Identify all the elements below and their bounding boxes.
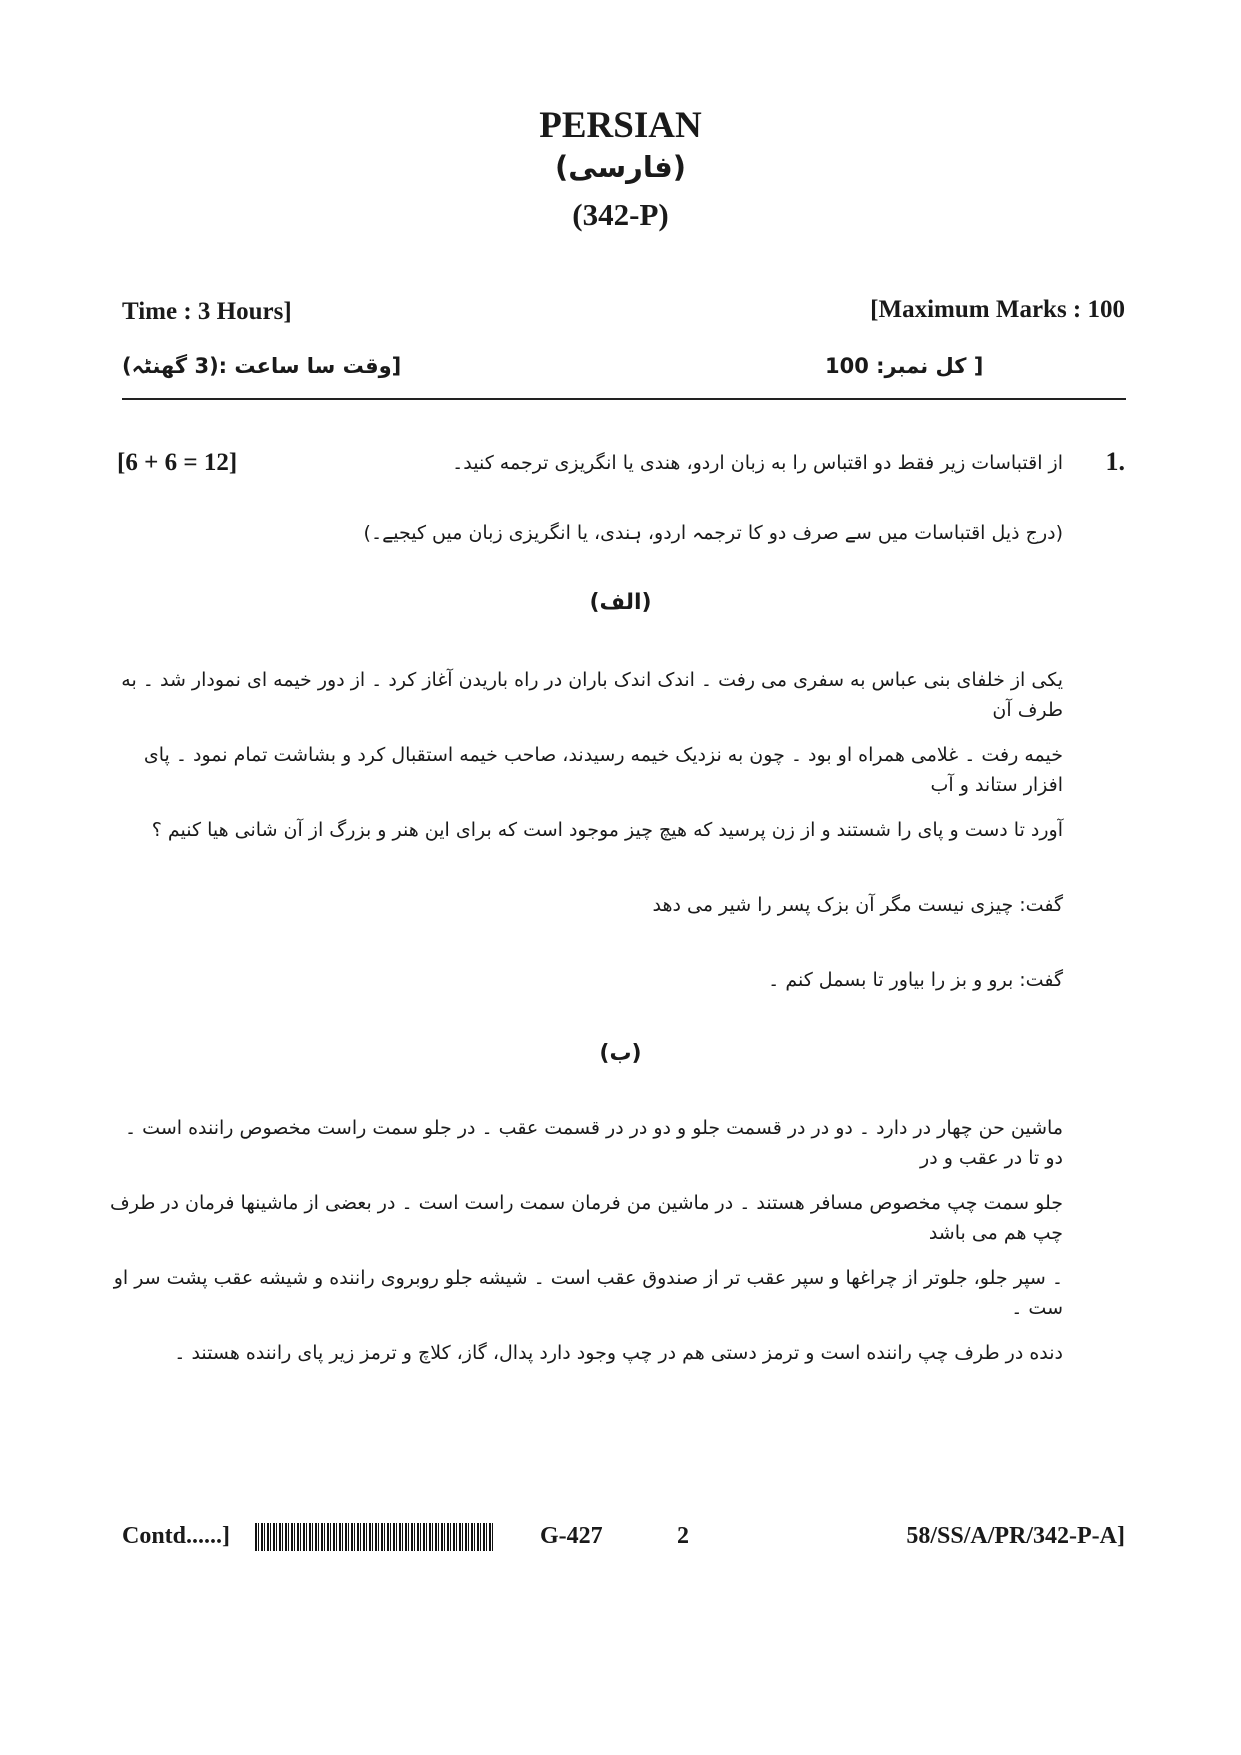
subject-title: PERSIAN xyxy=(539,105,702,146)
page-number: 2 xyxy=(677,1523,689,1549)
time-english: Time : 3 Hours] xyxy=(122,298,292,325)
time-urdu: [وقت سا ساعت :(3 گھنٹہ) xyxy=(122,354,402,378)
header-divider xyxy=(122,398,1126,400)
passage-b-line: ۔ سپر جلو، جلوتر از چراغها و سپر عقب تر از صندوق عقب است ۔ شیشه جلو روبروی راننده و شیشه عقب پشت سر او ست ۔ xyxy=(113,1267,1063,1319)
passage-a-line: خیمه رفت ۔ غلامی همراه او بود ۔ چون به نزدیک خیمه رسیدند، صاحب خیمه استقبال کرد و بشاشت تمام نمود ۔ پای افزار ستاند و آب xyxy=(143,744,1063,796)
passage-b-line: ماشین حن چهار در دارد ۔ دو در در قسمت جلو و دو در در قسمت عقب ۔ در جلو سمت راست مخصوص راننده است ۔ دو تا در عقب و در xyxy=(125,1117,1063,1169)
max-marks-english: [Maximum Marks : 100 xyxy=(870,296,1125,323)
question-number: 1. xyxy=(1105,447,1125,476)
passage-a-line: گفت: برو و بز را بیاور تا بسمل کنم ۔ xyxy=(768,969,1063,991)
passage-a-line: یکی از خلفای بنی عباس به سفری می رفت ۔ اندک اندک باران در راه باریدن آغاز کرد ۔ از دور خیمه ای نمودار شد ۔ به طرف آن xyxy=(121,669,1063,721)
passage-b-heading: (ب) xyxy=(599,1041,642,1066)
passage-a-heading: (الف) xyxy=(589,590,652,615)
instruction-urdu: (درج ذیل اقتباسات میں سے صرف دو کا ترجمہ اردو، ہندی، یا انگریزی زبان میں کیجیے۔) xyxy=(363,522,1063,544)
subject-native-title: (فارسی) xyxy=(555,150,686,184)
subject-code: (342-P) xyxy=(572,197,669,232)
reference-code: 58/SS/A/PR/342-P-A] xyxy=(906,1523,1125,1549)
passage-a-line: آورد تا دست و پای را شستند و از زن پرسید که هیچ چیز موجود است که برای این هنر و بزرگ از آن شانی هیا کنیم ؟ xyxy=(151,819,1063,841)
contd-label: Contd......] xyxy=(122,1523,231,1549)
passage-a-line: گفت: چیزی نیست مگر آن بزک پسر را شیر می دهد xyxy=(652,894,1063,916)
question-marks: [6 + 6 = 12] xyxy=(117,449,238,476)
instruction-persian: از اقتباسات زیر فقط دو اقتباس را به زبان اردو، هندی یا انگریزی ترجمه کنید۔ xyxy=(452,452,1063,474)
passage-b-line: دنده در طرف چپ راننده است و ترمز دستی هم در چپ وجود دارد پدال، گاز، کلاچ و ترمز زیر پای راننده هستند ۔ xyxy=(174,1342,1063,1364)
passage-b-line: جلو سمت چپ مخصوص مسافر هستند ۔ در ماشین من فرمان سمت راست است ۔ در بعضی از ماشینها فرمان در طرف چپ هم می باشد xyxy=(110,1192,1063,1244)
paper-code: G-427 xyxy=(540,1523,603,1549)
barcode xyxy=(255,1523,495,1551)
max-marks-urdu: کل نمبر: 100 ] xyxy=(825,354,984,378)
